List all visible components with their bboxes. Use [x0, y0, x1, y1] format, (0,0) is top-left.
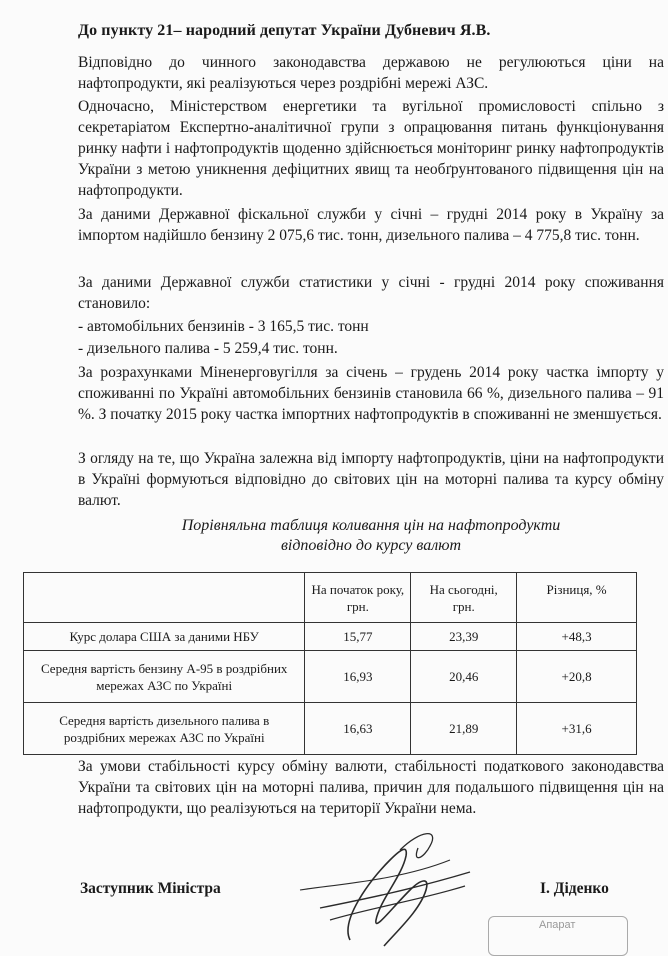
signatory-title: Заступник Міністра	[80, 880, 221, 897]
table-cell-label: Курс долара США за даними НБУ	[24, 623, 305, 651]
paragraph-2-text: Одночасно, Міністерством енергетики та вугільної промисловості спільно з секретаріатом Експертно-аналітичної групи з опрацювання питань функціонування ринку нафти і нафтопродуктів щоденно здійснюється моніторинг ринку нафтопродуктів України з метою уникнення дефіцитних явищ та необґрунтованого підвищення цін на нафтопродукти.	[78, 98, 664, 199]
list-item-diesel-text: - дизельного палива - 5 259,4 тис. тонн.	[78, 340, 338, 357]
paragraph-8	[78, 448, 664, 511]
paragraph-3-text: За даними Державної фіскальної служби у січні – грудні 2014 року в Україну за імпортом надійшло бензину 2 075,6 тис. тонн, дизельного палива – 4 775,8 тис. тонн.	[78, 206, 664, 244]
table-caption-line-2: відповідно до курсу валют	[280, 537, 462, 554]
paragraph-7	[78, 362, 664, 425]
paragraph-2	[78, 96, 664, 201]
table-cell-label: Середня вартість дизельного палива в роздрібних мережах АЗС по Україні	[24, 703, 305, 755]
table-row	[24, 703, 637, 755]
paragraph-4	[78, 272, 664, 314]
table-cell-start: 15,77	[305, 623, 411, 651]
table-cell-start: 16,93	[305, 651, 411, 703]
table-cell-label: Середня вартість бензину А-95 в роздрібних мережах АЗС по Україні	[24, 651, 305, 703]
table-caption-line-1: Порівняльна таблиця коливання цін на нафтопродукти	[181, 517, 561, 534]
table-row	[24, 651, 637, 703]
list-item-gasoline	[78, 316, 664, 337]
registry-stamp	[488, 916, 628, 956]
paragraph-4-text: За даними Державної служби статистики у січні - грудні 2014 року споживання становило:	[78, 274, 664, 312]
table-cell-diff: +20,8	[517, 651, 637, 703]
table-cell-diff: +48,3	[517, 623, 637, 651]
table-header-row	[24, 573, 637, 623]
table-header-diff: Різниця, %	[517, 573, 637, 623]
paragraph-7-text: За розрахунками Міненерговугілля за січень – грудень 2014 року частка імпорту у споживанні по Україні автомобільних бензинів становила 66 %, дизельного палива – 91 %. З початку 2015 року частка імпортних нафтопродуктів в споживанні не зменшується.	[78, 364, 664, 423]
table-cell-today: 20,46	[411, 651, 517, 703]
price-comparison-table	[23, 572, 637, 755]
section-heading: До пункту 21– народний депутат України Дубневич Я.В.	[78, 22, 491, 39]
paragraph-1	[78, 52, 664, 94]
table-header-start: На початок року, грн.	[305, 573, 411, 623]
table-header-empty	[24, 573, 305, 623]
table-cell-today: 23,39	[411, 623, 517, 651]
paragraph-8-text: З огляду на те, що Україна залежна від імпорту нафтопродуктів, ціни на нафтопродукти в Україні формуються відповідно до світових цін на моторні палива та курсу обміну валют.	[78, 450, 664, 509]
table-caption	[78, 516, 664, 556]
paragraph-1-text: Відповідно до чинного законодавства державою не регулюються ціни на нафтопродукти, які реалізуються через роздрібні мережі АЗС.	[78, 54, 664, 92]
list-item-gasoline-text: - автомобільних бензинів - 3 165,5 тис. тонн	[78, 318, 369, 335]
handwritten-signature	[280, 820, 480, 951]
signatory-name: І. Діденко	[540, 880, 609, 897]
table-header-today: На сьогодні, грн.	[411, 573, 517, 623]
stamp-text: Апарат	[539, 919, 576, 931]
table-cell-start: 16,63	[305, 703, 411, 755]
table-cell-diff: +31,6	[517, 703, 637, 755]
list-item-diesel	[78, 338, 664, 359]
closing-paragraph: За умови стабільності курсу обміну валюти, стабільності податкового законодавства України та світових цін на моторні палива, причин для подальшого підвищення цін на нафтопродукти, що реалізуються на території України нема.	[78, 758, 664, 817]
table-row	[24, 623, 637, 651]
paragraph-3	[78, 204, 664, 246]
table-cell-today: 21,89	[411, 703, 517, 755]
